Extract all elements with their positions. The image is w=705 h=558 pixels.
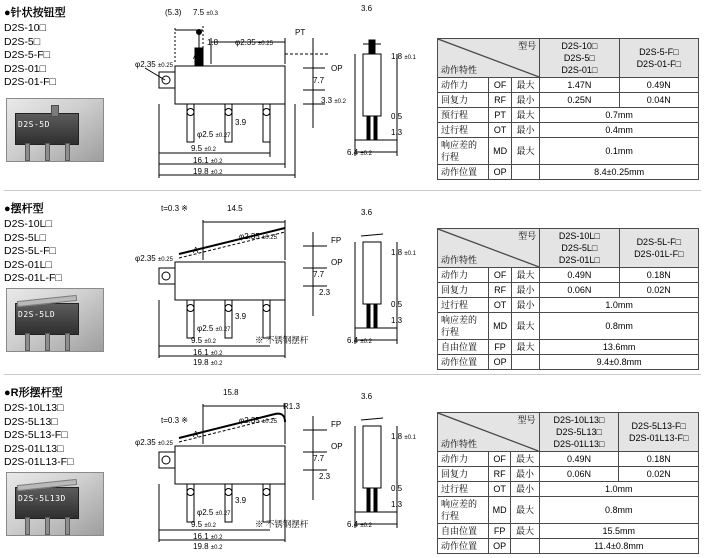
model-name: D2S-01-F□ xyxy=(4,76,56,88)
model-name: D2S-10L13□ xyxy=(4,402,64,414)
model-name: D2S-5□ xyxy=(4,35,41,48)
model-name: D2S-01L□ xyxy=(4,258,52,271)
side-view-drawing-3: 3.6 1.8 ±0.1 0.5 1.3 6.4 ±0.2 xyxy=(347,392,416,529)
spec-table-2 xyxy=(437,228,699,370)
table-row: 回复力 RF 最小 0.06N 0.02N xyxy=(438,467,699,482)
model-name: D2S-5L-F□ xyxy=(4,245,56,257)
title-column-1 xyxy=(4,6,124,90)
section-divider xyxy=(4,374,701,375)
model-name: D2S-01L13-F□ xyxy=(4,456,74,468)
table-row: 动作位置 OP 11.4±0.8mm xyxy=(438,539,699,554)
table-row: 动作力 OF 最大 0.49N 0.18N xyxy=(438,268,699,283)
model-name: D2S-5L□ xyxy=(4,231,46,244)
model-name: D2S-01L13□ xyxy=(4,442,64,455)
photo-label: D2S-5LD xyxy=(18,310,56,319)
model-header: 型号 xyxy=(518,231,537,241)
table-row: 动作力 OF 最大 1.47N 0.49N xyxy=(438,78,699,93)
model-name: D2S-5L13□ xyxy=(4,415,58,428)
table-row: 响应差的行程 MD 最大 0.1mm xyxy=(438,138,699,165)
section-title-2: ●摆杆型 xyxy=(4,203,44,215)
model-name: D2S-5L13-F□ xyxy=(4,429,68,441)
model-col-2: D2S-5L13-F□ D2S-01L13-F□ xyxy=(619,413,699,452)
model-header: 型号 xyxy=(518,41,537,51)
spec-table-1 xyxy=(437,38,699,180)
side-view-drawing-2: 3.6 1.8 ±0.1 0.5 1.3 6.4 ±0.2 xyxy=(347,208,416,345)
model-col-2: D2S-5L-F□ D2S-01L-F□ xyxy=(619,229,698,268)
model-name: D2S-10□ xyxy=(4,22,46,34)
section-title-3: ●R形摆杆型 xyxy=(4,387,63,399)
model-name: D2S-01L-F□ xyxy=(4,272,62,284)
product-photo-1 xyxy=(6,98,104,162)
side-view-drawing-1: 3.6 1.8 ±0.1 0.5 1.3 6.4 ±0.2 xyxy=(347,4,416,157)
model-col-2: D2S-5-F□ D2S-01-F□ xyxy=(619,39,698,78)
model-col-1: D2S-10L□ D2S-5L□ D2S-01L□ xyxy=(540,229,619,268)
table-row: 自由位置 FP 最大 15.5mm xyxy=(438,524,699,539)
table-row: 自由位置 FP 最大 13.6mm xyxy=(438,340,699,355)
table-row: 回复力 RF 最小 0.25N 0.04N xyxy=(438,93,699,108)
table-row: 动作位置 OP 9.4±0.8mm xyxy=(438,355,699,370)
photo-label: D2S-5L13D xyxy=(18,494,66,503)
footnote-3: ※ 不锈钢摆杆 xyxy=(255,519,309,529)
section-title-1: ●针状按钮型 xyxy=(4,7,66,19)
model-header: 型号 xyxy=(517,415,536,425)
footnote-2: ※ 不锈钢摆杆 xyxy=(255,335,309,345)
title-column-2 xyxy=(4,202,124,286)
table-row: 过行程 OT 最小 1.0mm xyxy=(438,482,699,497)
section-pin-plunger xyxy=(0,0,705,190)
model-col-1: D2S-10□ D2S-5□ D2S-01□ xyxy=(540,39,619,78)
dimension-drawing-2: t=0.3 ※ 14.5 A φ2.35 ±0.25 φ2.35 ±0.25 FP OP 7.7 2.3 3.9 φ2.5 ±0.27 9.5 ±0.2 16.1 ±0.2 19.8 ±0.2 xyxy=(135,204,343,367)
characteristic-header: 动作特性 xyxy=(441,255,478,265)
product-photo-3 xyxy=(6,472,104,536)
characteristic-header: 动作特性 xyxy=(441,65,478,75)
model-name: D2S-5-F□ xyxy=(4,49,51,61)
title-column-3 xyxy=(4,386,124,470)
model-name: D2S-01□ xyxy=(4,62,46,75)
model-col-1: D2S-10L13□ D2S-5L13□ D2S-01L13□ xyxy=(539,413,619,452)
dimension-drawing-3: t=0.3 ※ 15.8 R1.3 A φ2.35 ±0.25 φ2.35 ±0.25 FP OP 7.7 2.3 3.9 φ2.5 ±0.27 9.5 ±0.2 16.1 ±0.2 19.8 ±0.2 xyxy=(135,388,343,551)
table-row: 响应差的行程 MD 最大 0.8mm xyxy=(438,313,699,340)
model-name: D2S-10L□ xyxy=(4,218,52,230)
table-row: 回复力 RF 最小 0.06N 0.02N xyxy=(438,283,699,298)
characteristic-header: 动作特性 xyxy=(441,439,478,449)
dimension-drawing-1: (5.3) 7.5 ±0.3 1.8 A φ2.35 ±0.25 φ2.35 ±0.25 PT OP 7.7 3.3 ±0.2 3.9 φ2.5 ±0.27 9.5 ±0.2 16.1 ±0.2 19.8 ±0.2 xyxy=(135,8,346,176)
table-row: 过行程 OT 最小 0.4mm xyxy=(438,123,699,138)
section-lever xyxy=(0,196,705,374)
section-r-lever xyxy=(0,380,705,558)
table-row: 过行程 OT 最小 1.0mm xyxy=(438,298,699,313)
table-row: 动作力 OF 最大 0.49N 0.18N xyxy=(438,452,699,467)
table-row: 动作位置 OP 8.4±0.25mm xyxy=(438,165,699,180)
table-row: 预行程 PT 最大 0.7mm xyxy=(438,108,699,123)
photo-label: D2S-5D xyxy=(18,120,50,129)
table-row: 响应差的行程 MD 最大 0.8mm xyxy=(438,497,699,524)
section-divider xyxy=(4,190,701,191)
product-photo-2 xyxy=(6,288,104,352)
spec-table-3 xyxy=(437,412,699,554)
